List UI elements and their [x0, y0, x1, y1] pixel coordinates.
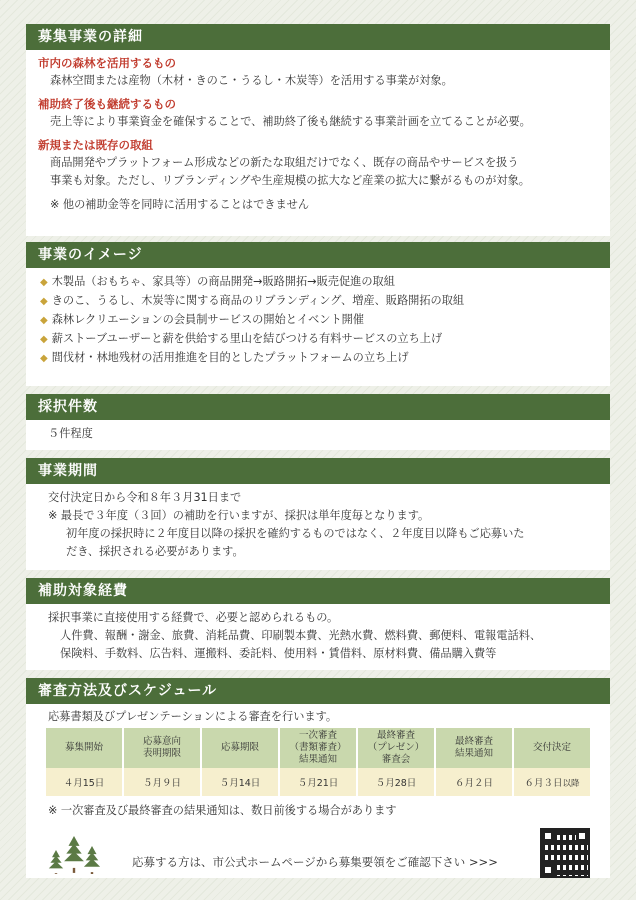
diamond-icon: ◆: [40, 296, 48, 307]
diamond-icon: ◆: [40, 334, 48, 345]
image-item-label: 森林レクリエーションの会員制サービスの開始とイベント開催: [51, 313, 365, 326]
paragraph: 売上等により事業資金を確保することで、補助終了後も継続する事業計画を立てることが必要。: [50, 115, 531, 128]
schedule-date-value: ４月15日: [63, 778, 105, 789]
image-item-label: 薪ストーブユーザーと薪を供給する里山を結びつける有料サービスの立ち上げ: [51, 332, 443, 345]
schedule-header: [202, 728, 278, 768]
section-title: 事業期間: [26, 458, 610, 484]
paragraph: 交付決定日から令和８年３月31日まで: [48, 491, 242, 504]
note: ※ 他の補助金等を同時に活用することはできません: [50, 198, 310, 211]
paragraph: 商品開発やプラットフォーム形成などの新たな取組だけでなく、既存の商品やサービスを扱う: [50, 156, 519, 169]
schedule-header-line: 交付決定: [532, 742, 571, 753]
section-details: [26, 24, 610, 236]
paragraph: だき、採択される必要があります。: [66, 545, 244, 558]
schedule-date: [202, 768, 278, 796]
section-title: 審査方法及びスケジュール: [26, 678, 610, 704]
image-item-label: きのこ、うるし、木炭等に関する商品のリブランディング、増産、販路開拓の取組: [51, 294, 465, 307]
subheading: 補助終了後も継続するもの: [38, 97, 176, 111]
paragraph: 初年度の採択時に２年度目以降の採択を確約するものではなく、２年度目以降もご応募いた: [66, 527, 525, 540]
footer-text: 応募する方は、市公式ホームページから募集要領をご確認下さい >>>: [132, 855, 498, 869]
schedule-table: [44, 728, 592, 796]
schedule-date-value: ５月21日: [297, 778, 339, 789]
schedule-header-line: 結果通知: [298, 754, 337, 765]
schedule-header: [358, 728, 434, 768]
paragraph: 人件費、報酬・謝金、旅費、消耗品費、印刷製本費、光熱水費、燃料費、郵便料、電報電話料、: [60, 629, 542, 642]
paragraph: 森林空間または産物（木材・きのこ・うるし・木炭等）を活用する事業が対象。: [50, 74, 453, 87]
schedule-header-line: 応募期限: [220, 742, 259, 753]
schedule-header: [124, 728, 200, 768]
paragraph: 保険料、手数料、広告料、運搬料、委託料、使用料・賃借料、原材料費、備品購入費等: [60, 647, 497, 660]
schedule-header-line: （プレゼン）: [367, 742, 425, 753]
schedule-date: [124, 768, 200, 796]
paragraph: ５件程度: [48, 427, 93, 440]
schedule-header: [436, 728, 512, 768]
subheading: 市内の森林を活用するもの: [38, 56, 176, 70]
image-item: [40, 311, 610, 330]
schedule-date-suffix: 以降: [562, 779, 580, 789]
subheading: 新規または既存の取組: [38, 138, 153, 152]
schedule-date-value: ６月３日: [524, 778, 563, 789]
note: ※ 一次審査及び最終審査の結果通知は、数日前後する場合があります: [48, 804, 397, 817]
section-count: [26, 394, 610, 450]
schedule-header: [280, 728, 356, 768]
image-item: [40, 273, 610, 292]
paragraph: 応募書類及びプレゼンテーションによる審査を行います。: [48, 710, 338, 723]
schedule-header-line: （書類審査）: [289, 742, 347, 753]
section-schedule: [26, 678, 610, 828]
schedule-header-line: 一次審査: [298, 730, 337, 741]
diamond-icon: ◆: [40, 353, 48, 364]
schedule-date-value: ５月28日: [375, 778, 417, 789]
schedule-date-value: ６月２日: [454, 778, 493, 789]
section-title: 補助対象経費: [26, 578, 610, 604]
section-period: [26, 458, 610, 570]
qr-code[interactable]: [540, 828, 590, 878]
section-expenses: [26, 578, 610, 670]
paragraph: 採択事業に直接使用する経費で、必要と認められるもの。: [48, 611, 339, 624]
tree-icon: [48, 830, 104, 874]
schedule-header: [46, 728, 122, 768]
schedule-header-line: 表明期限: [142, 748, 181, 759]
schedule-header-line: 最終審査: [454, 736, 493, 747]
section-image: [26, 242, 610, 386]
image-item: [40, 292, 610, 311]
image-item-label: 間伐材・林地残材の活用推進を目的としたプラットフォームの立ち上げ: [51, 351, 409, 364]
schedule-date-value: ５月14日: [219, 778, 261, 789]
schedule-header-line: 応募意向: [142, 736, 181, 747]
section-title: 募集事業の詳細: [26, 24, 610, 50]
footer: [26, 826, 610, 878]
schedule-date: [358, 768, 434, 796]
schedule-header-line: 募集開始: [64, 742, 103, 753]
paragraph: 事業も対象。ただし、リブランディングや生産規模の拡大など産業の拡大に繋がるものが対象。: [50, 174, 530, 187]
image-item: [40, 349, 610, 368]
image-item: [40, 330, 610, 349]
section-title: 事業のイメージ: [26, 242, 610, 268]
schedule-header: [514, 728, 590, 768]
diamond-icon: ◆: [40, 277, 48, 288]
schedule-date: [46, 768, 122, 796]
image-item-label: 木製品（おもちゃ、家具等）の商品開発→販路開拓→販売促進の取組: [51, 275, 395, 288]
schedule-header-line: 審査会: [381, 754, 411, 765]
schedule-date-value: ５月９日: [142, 778, 181, 789]
schedule-header-line: 最終審査: [376, 730, 415, 741]
diamond-icon: ◆: [40, 315, 48, 326]
schedule-date: [280, 768, 356, 796]
schedule-header-line: 結果通知: [454, 748, 493, 759]
schedule-date: [436, 768, 512, 796]
schedule-date: [514, 768, 590, 796]
paragraph: ※ 最長で３年度（３回）の補助を行いますが、採択は単年度毎となります。: [48, 509, 430, 522]
section-title: 採択件数: [26, 394, 610, 420]
